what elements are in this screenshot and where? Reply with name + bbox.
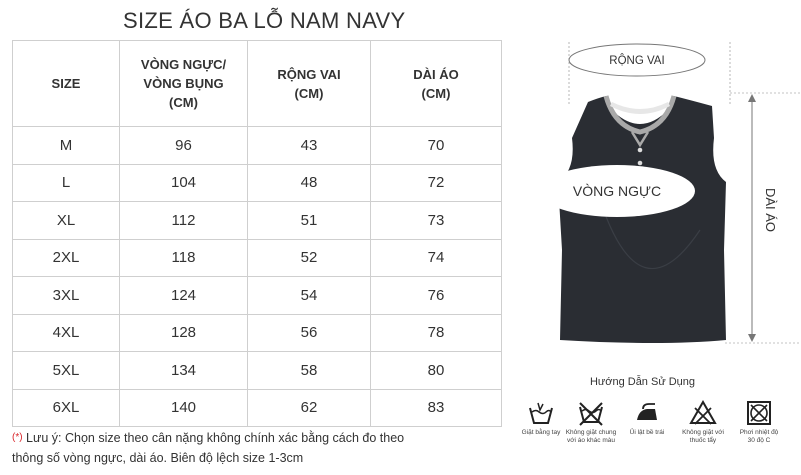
table-header-row — [13, 41, 502, 127]
header-size: SIZE — [13, 41, 120, 127]
cell-chest: 128 — [120, 314, 248, 352]
table-row — [13, 314, 502, 352]
cell-chest: 118 — [120, 239, 248, 277]
table-row — [13, 202, 502, 240]
page-title: SIZE ÁO BA LỖ NAM NAVY — [123, 8, 406, 33]
cell-shoulder: 58 — [248, 352, 371, 390]
cell-shoulder: 51 — [248, 202, 371, 240]
care-guide-title: Hướng Dẫn Sử Dụng — [589, 376, 696, 388]
care-item-no-mix — [563, 400, 619, 445]
care-label: Phơi nhiệt độ 30 độ C — [739, 429, 779, 444]
cell-shoulder: 56 — [248, 314, 371, 352]
header-length: DÀI ÁO (CM) — [371, 41, 502, 127]
cell-shoulder: 62 — [248, 389, 371, 427]
care-item-no-bleach — [675, 400, 731, 445]
note-marker: (*) — [12, 432, 23, 443]
care-item-hand-wash — [513, 400, 569, 437]
cell-size: 5XL — [13, 352, 120, 390]
header-chest: VÒNG NGỰC/ VÒNG BỤNG (CM) — [120, 41, 248, 127]
cell-chest: 134 — [120, 352, 248, 390]
cell-chest: 112 — [120, 202, 248, 240]
shoulder-label: RỘNG VAI — [609, 55, 665, 67]
cell-length: 72 — [371, 164, 502, 202]
care-instructions — [513, 400, 801, 472]
table-row — [13, 239, 502, 277]
cell-length: 73 — [371, 202, 502, 240]
cell-size: M — [13, 127, 120, 165]
size-table — [12, 40, 502, 427]
cell-chest: 124 — [120, 277, 248, 315]
cell-size: XL — [13, 202, 120, 240]
care-label: Giặt bằng tay — [521, 429, 561, 436]
iron-icon — [633, 400, 661, 426]
care-label: Ủi lật bề trái — [629, 429, 665, 436]
care-label: Không giặt với thuốc tẩy — [682, 429, 724, 444]
cell-length: 74 — [371, 239, 502, 277]
note-line-2: thông số vòng ngực, dài áo. Biên độ lệch size 1-3cm — [12, 451, 304, 465]
cell-length: 80 — [371, 352, 502, 390]
cell-size: 4XL — [13, 314, 120, 352]
cell-shoulder: 48 — [248, 164, 371, 202]
note-line-1: Lưu ý: Chọn size theo cân nặng không chính xác bằng cách đo theo — [26, 431, 405, 445]
size-note — [12, 428, 422, 468]
cell-chest: 104 — [120, 164, 248, 202]
care-item-iron — [619, 400, 675, 437]
cell-size: 6XL — [13, 389, 120, 427]
dry-icon — [745, 400, 773, 426]
table-row — [13, 277, 502, 315]
tank-top-illustration — [540, 20, 800, 365]
cell-size: 2XL — [13, 239, 120, 277]
table-row — [13, 352, 502, 390]
table-row — [13, 164, 502, 202]
cell-size: L — [13, 164, 120, 202]
cell-shoulder: 52 — [248, 239, 371, 277]
cell-length: 83 — [371, 389, 502, 427]
cell-size: 3XL — [13, 277, 120, 315]
table-row — [13, 127, 502, 165]
tank-top-figure — [540, 20, 800, 365]
chest-label: VÒNG NGỰC — [572, 183, 662, 199]
cell-shoulder: 54 — [248, 277, 371, 315]
cell-length: 78 — [371, 314, 502, 352]
table-row — [13, 389, 502, 427]
care-item-dry — [731, 400, 787, 445]
hand-wash-icon — [527, 400, 555, 426]
no-mix-wash-icon — [577, 400, 605, 426]
no-bleach-icon — [689, 400, 717, 426]
cell-length: 70 — [371, 127, 502, 165]
care-label: Không giặt chung với áo khác màu — [565, 429, 617, 444]
cell-length: 76 — [371, 277, 502, 315]
header-shoulder: RỘNG VAI (CM) — [248, 41, 371, 127]
cell-chest: 140 — [120, 389, 248, 427]
cell-chest: 96 — [120, 127, 248, 165]
cell-shoulder: 43 — [248, 127, 371, 165]
length-label: DÀI ÁO — [763, 187, 778, 233]
